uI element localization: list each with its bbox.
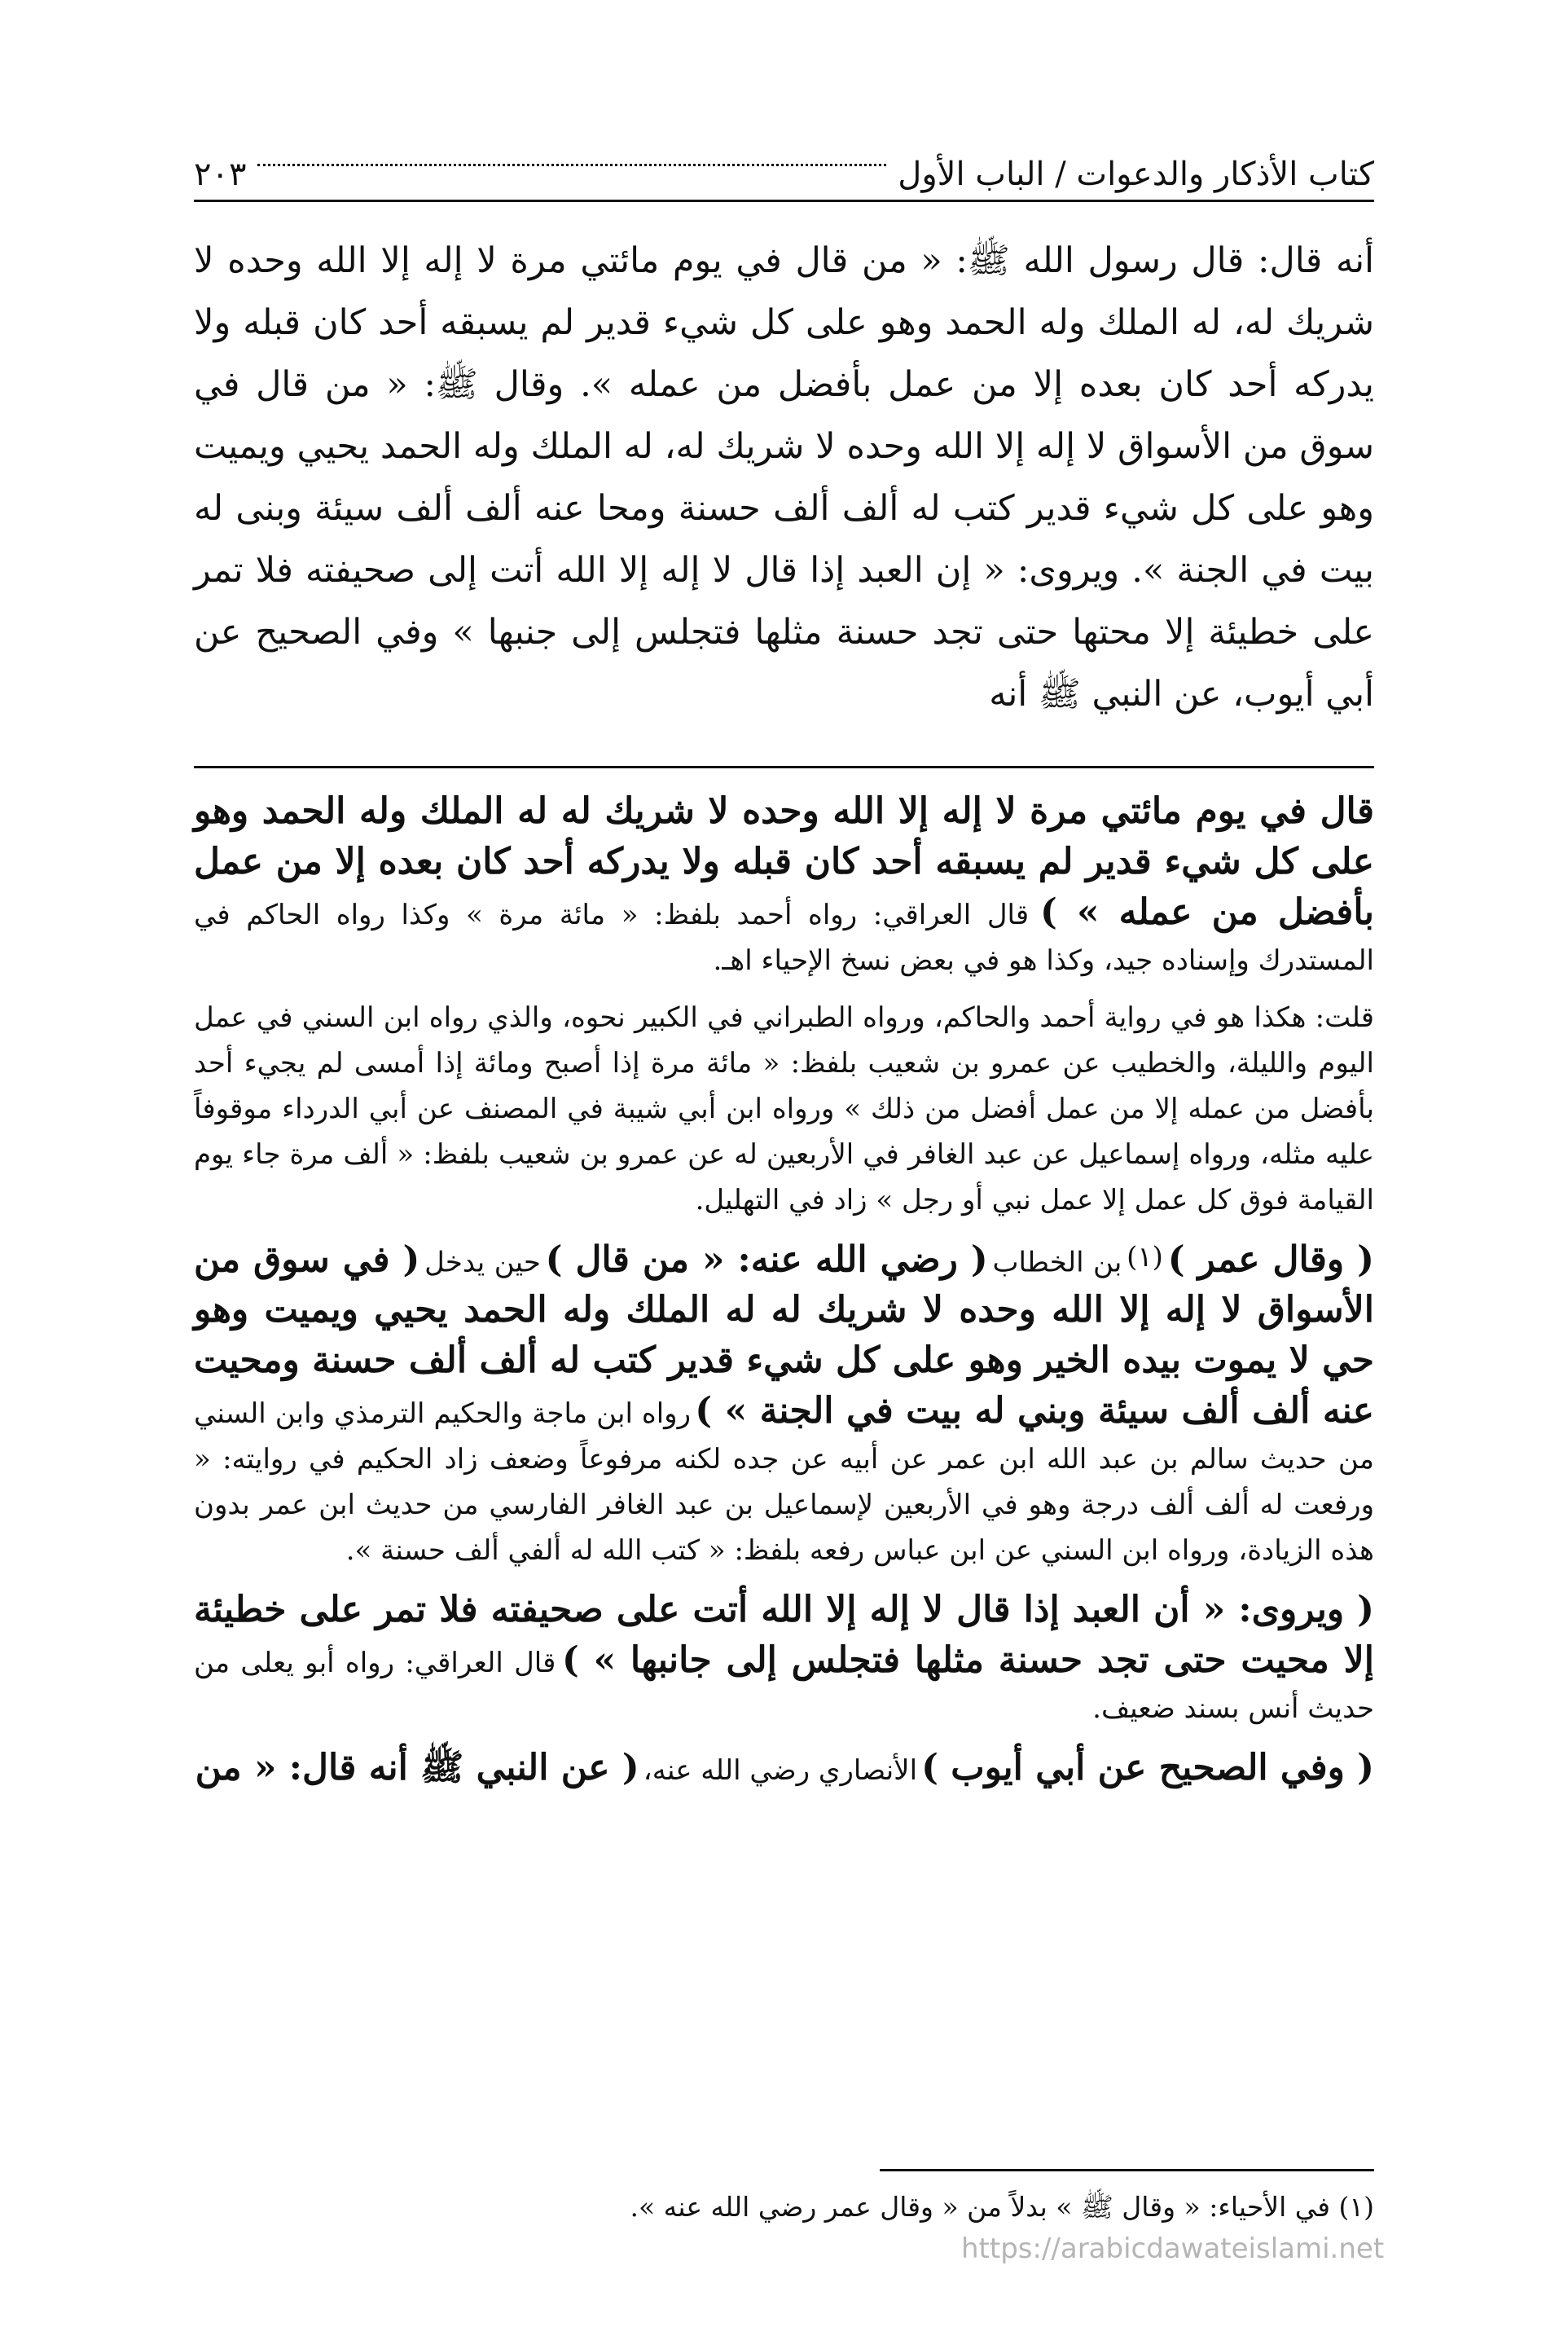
commentary-paragraph-1 bbox=[194, 786, 1374, 983]
footnote: (١) في الأحياء: « وقال ﷺ » بدلاً من « وقال عمر رضي الله عنه ». bbox=[630, 2191, 1374, 2223]
quoted-text: ( عن النبي ﷺ أنه قال: « من bbox=[195, 1747, 639, 1789]
commentary bbox=[194, 786, 1374, 1793]
commentary-text: قال العراقي: رواه أبو يعلى من حديث أنس بسند ضعيف. bbox=[194, 1647, 1374, 1726]
commentary-text: حين يدخل bbox=[424, 1246, 541, 1279]
commentary-paragraph-4 bbox=[194, 1585, 1374, 1731]
commentary-text: بن الخطاب bbox=[992, 1246, 1122, 1279]
footnote-ref: (١) bbox=[1127, 1241, 1163, 1273]
main-text bbox=[194, 230, 1374, 725]
quoted-text: ( رضي الله عنه: « من قال ) bbox=[545, 1238, 988, 1281]
watermark-url: https://arabicdawateislami.net bbox=[961, 2232, 1385, 2265]
quoted-text: ( وقال عمر ) bbox=[1167, 1238, 1374, 1281]
commentary-paragraph-5 bbox=[194, 1743, 1374, 1793]
commentary-paragraph-2: قلت: هكذا هو في رواية أحمد والحاكم، ورواه الطبراني في الكبير نحوه، والذي رواه ابن السني في عمل اليوم والليلة، والخطيب عن عمرو بن شعيب بلفظ: « مائة مرة إذا أصبح ومائة إذا أمسى لم يجيء أحد بأفضل من عمله إلا من عمل أفضل من ذلك » ورواه ابن أبي شيبة في المصنف عن أبي الدرداء موقوفاً عليه مثله، ورواه إسماعيل عن عبد الغافر في الأربعين له عن عمرو بن شعيب بلفظ: « ألف مرة جاء يوم القيامة فوق كل عمل إلا عمل نبي أو رجل » زاد في التهليل. bbox=[194, 1001, 1374, 1216]
footnote-divider bbox=[880, 2169, 1374, 2171]
commentary-text: الأنصاري رضي الله عنه، bbox=[643, 1754, 918, 1788]
chapter-title: كتاب الأذكار والدعوات / الباب الأول bbox=[898, 156, 1374, 193]
main-paragraph: أنه قال: قال رسول الله ﷺ: « من قال في يوم مائتي مرة لا إله إلا الله وحده لا شريك له، له الملك وله الحمد وهو على كل شيء قدير لم يسبقه أحد كان قبله ولا يدركه أحد كان بعده إلا من عمل بأفضل من عمله ». وقال ﷺ: « من قال في سوق من الأسواق لا إله إلا الله وحده لا شريك له، له الملك وله الحمد يحيي ويميت وهو على كل شيء قدير كتب له ألف ألف حسنة ومحا عنه ألف ألف سيئة وبنى له بيت في الجنة ». ويروى: « إن العبد إذا قال لا إله إلا الله أتت إلى صحيفته فلا تمر على خطيئة إلا محتها حتى تجد حسنة مثلها فتجلس إلى جنبها » وفي الصحيح عن أبي أيوب، عن النبي ﷺ أنه bbox=[194, 240, 1374, 715]
commentary-paragraph-3 bbox=[194, 1234, 1374, 1573]
quoted-text: قال في يوم مائتي مرة لا إله إلا الله وحده لا شريك له له الملك وله الحمد وهو على كل شيء قدير لم يسبقه أحد كان قبله ولا يدركه أحد كان بعده إلا من عمل بأفضل من عمله » ) bbox=[194, 790, 1374, 933]
commentary-text: قال العراقي: رواه أحمد بلفظ: « مائة مرة » وكذا رواه الحاكم في المستدرك وإسناده جيد، وكذا هو في بعض نسخ الإحياء اهـ. bbox=[194, 899, 1374, 977]
quoted-text: ( وفي الصحيح عن أبي أيوب ) bbox=[921, 1747, 1374, 1789]
commentary-text: رواه ابن ماجة والحكيم الترمذي وابن السني من حديث سالم بن عبد الله ابن عمر عن أبيه عن جده لكنه مرفوعاً وضعف زاد الحكيم في روايته: « ورفعت له ألف ألف درجة وهو في الأربعين لإسماعيل بن عبد الغافر الفارسي من حديث ابن عمر بدون هذه الزيادة، ورواه ابن السني عن ابن عباس رفعه بلفظ: « كتب الله له ألفي ألف حسنة ». bbox=[194, 1397, 1375, 1568]
header-dot-leader bbox=[257, 164, 886, 166]
quoted-text: ( ويروى: « أن العبد إذا قال لا إله إلا الله أتت على صحيفته فلا تمر على خطيئة إلا محيت حتى تجد حسنة مثلها فتجلس إلى جانبها » ) bbox=[194, 1589, 1374, 1682]
section-divider bbox=[194, 766, 1374, 768]
running-header bbox=[194, 137, 1374, 202]
quoted-text: ( في سوق من الأسواق لا إله إلا الله وحده لا شريك له له الملك وله الحمد يحيي ويميت وهو حي لا يموت بيده الخير وهو على كل شيء قدير كتب له ألف ألف حسنة ومحيت عنه ألف ألف سيئة وبني له بيت في الجنة » ) bbox=[194, 1238, 1374, 1432]
page-number: ٢٠٣ bbox=[194, 156, 247, 193]
